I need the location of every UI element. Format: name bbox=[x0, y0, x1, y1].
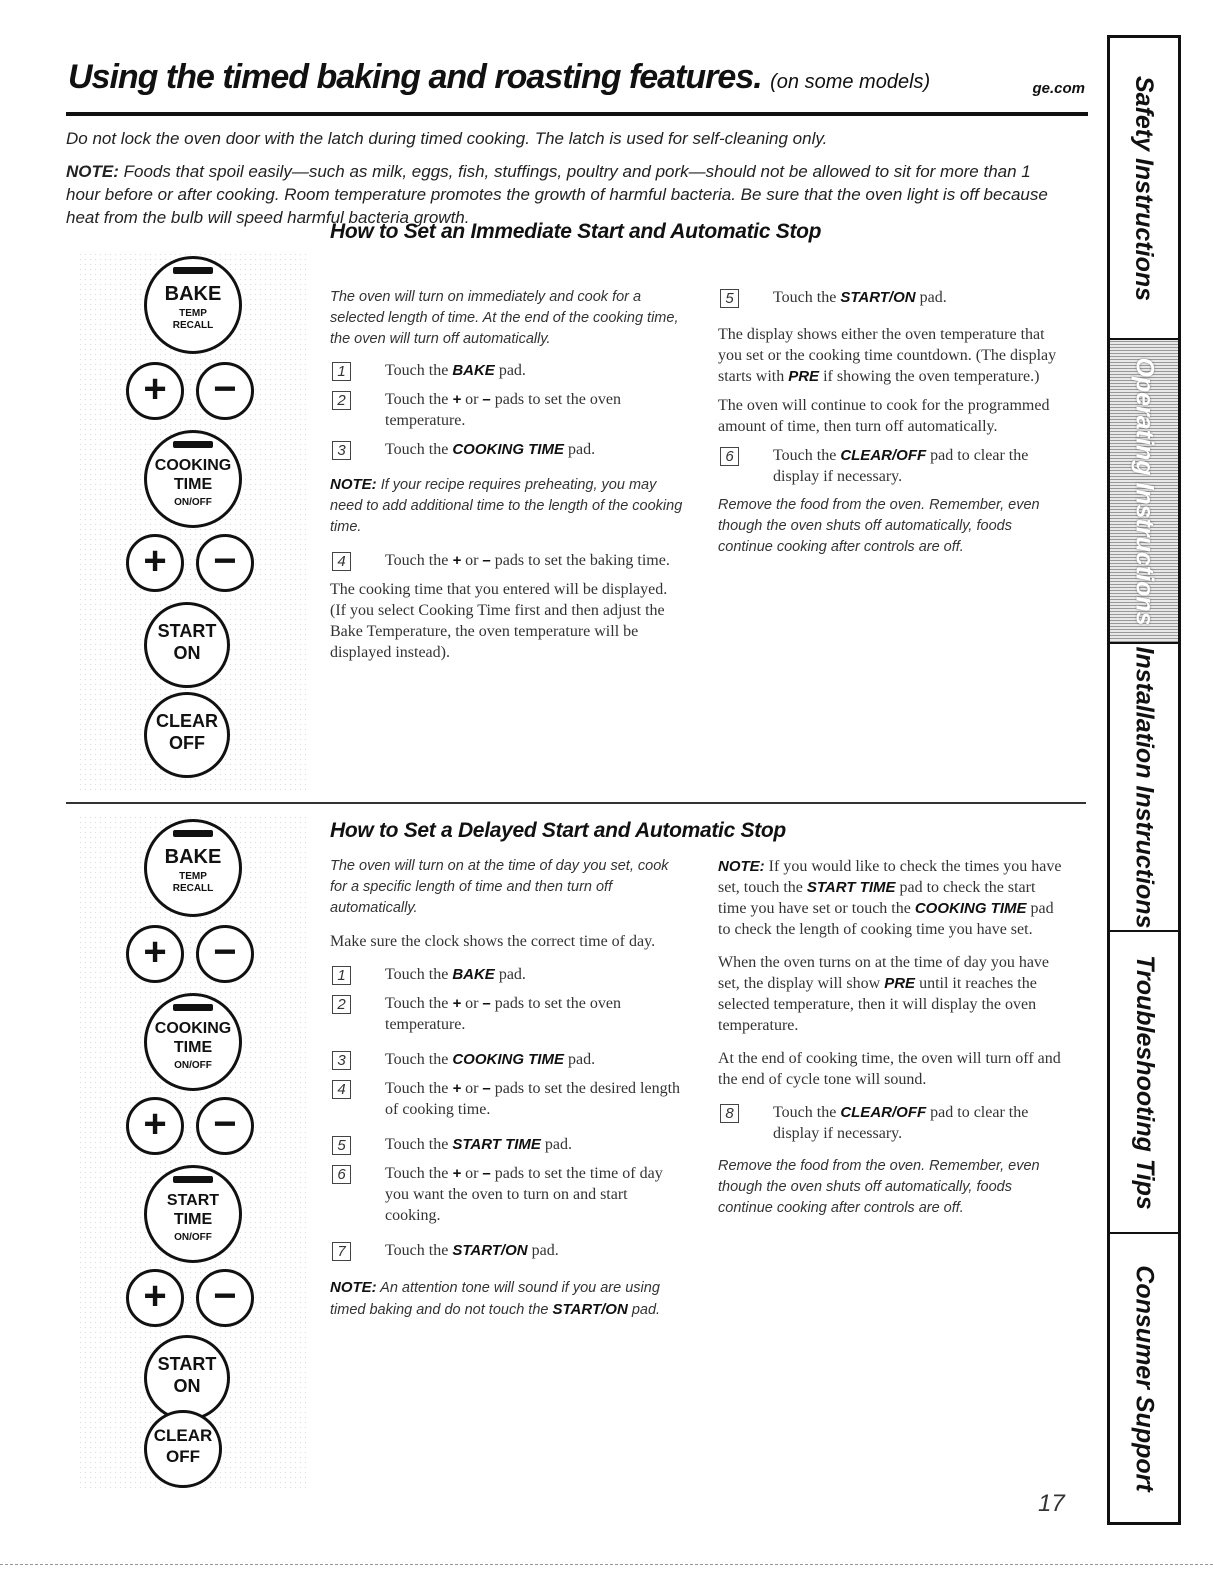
pad-label: TIME bbox=[173, 476, 213, 493]
plus-pad[interactable]: + bbox=[126, 534, 184, 592]
preheat-note bbox=[330, 474, 685, 538]
page-number: 17 bbox=[1038, 1490, 1065, 1517]
note-text: Foods that spoil easily—such as milk, eggs, fish, stuffings, poultry and pork—should not be allowed to sit for more than 1 hour before or after cooking. Room temperature promotes the growth of harmful bacteria. Be sure that the oven light is off because heat from the bulb will speed harmful bacteria growth. bbox=[66, 162, 1048, 227]
tab-label: Installation Instructions bbox=[1130, 646, 1159, 928]
step-text: pads to set the time of day you want the oven to turn on and start cooking. bbox=[385, 1165, 663, 1224]
step-2 bbox=[330, 389, 685, 431]
step-keyword: + bbox=[452, 1080, 462, 1097]
step-text: pad. bbox=[567, 441, 596, 458]
step-keyword: – bbox=[482, 391, 491, 408]
tab-troubleshooting-tips[interactable] bbox=[1110, 932, 1178, 1232]
step-text: Touch the bbox=[773, 447, 837, 464]
pad-indicator bbox=[173, 830, 213, 837]
step-5 bbox=[718, 287, 1063, 308]
pad-sublabel: ON/OFF bbox=[174, 497, 212, 508]
site-link[interactable]: ge.com bbox=[1032, 80, 1085, 97]
tab-operating-instructions[interactable] bbox=[1110, 340, 1178, 642]
step-keyword: – bbox=[482, 1080, 491, 1097]
tab-label: Operating Instructions bbox=[1130, 356, 1159, 626]
step-4 bbox=[330, 550, 685, 571]
control-panel-delayed bbox=[78, 815, 310, 1490]
title-subtitle: (on some models) bbox=[770, 71, 931, 93]
plus-pad[interactable]: + bbox=[126, 1097, 184, 1155]
step-text: pads to set the oven temperature. bbox=[385, 995, 621, 1033]
clear-off-pad[interactable] bbox=[144, 692, 230, 778]
step-1 bbox=[330, 964, 685, 985]
minus-pad[interactable]: − bbox=[196, 925, 254, 983]
note-text: If you would like to check the times you have set, touch the bbox=[718, 858, 1062, 896]
step-keyword: COOKING TIME bbox=[452, 1051, 564, 1068]
step-keyword: + bbox=[452, 391, 462, 408]
pad-label: CLEAR bbox=[153, 1426, 213, 1445]
step-keyword: BAKE bbox=[452, 966, 495, 983]
section-intro: The oven will turn on immediately and cook for a selected length of time. At the end of the cooking time, the oven will turn off automatically. bbox=[330, 289, 679, 347]
step-text: Touch the bbox=[385, 391, 449, 408]
step-keyword: START/ON bbox=[452, 1242, 528, 1259]
display-paragraph: The cooking time that you entered will be displayed. (If you select Cooking Time first and then adjust the Bake Temperature, the oven temperature will be displayed instead). bbox=[330, 581, 668, 661]
section-heading-delayed: How to Set a Delayed Start and Automatic Stop bbox=[330, 819, 786, 842]
step-3 bbox=[330, 439, 685, 460]
tab-label: Consumer Support bbox=[1130, 1264, 1159, 1492]
pad-label: OFF bbox=[166, 1447, 200, 1466]
step-text: pad. bbox=[498, 966, 526, 983]
note-keyword: START TIME bbox=[806, 879, 896, 896]
page-title bbox=[68, 58, 1088, 97]
step-text: Touch the bbox=[385, 441, 449, 458]
step-text: pads to set the baking time. bbox=[494, 552, 670, 569]
start-time-pad[interactable] bbox=[144, 1165, 242, 1263]
step-number: 5 bbox=[332, 1136, 351, 1155]
plus-pad[interactable]: + bbox=[126, 362, 184, 420]
step-text: pad. bbox=[567, 1051, 596, 1068]
step-text: pad to clear the display if necessary. bbox=[773, 447, 1029, 485]
attention-tone-note bbox=[330, 1277, 685, 1321]
note-label: NOTE: bbox=[330, 1279, 377, 1296]
step-text: Touch the bbox=[385, 995, 449, 1012]
step-text: Touch the bbox=[385, 1242, 449, 1259]
section-divider bbox=[66, 802, 1086, 804]
step-number: 6 bbox=[332, 1165, 351, 1184]
step-keyword: CLEAR/OFF bbox=[840, 447, 927, 464]
pad-label: COOKING bbox=[154, 1020, 232, 1037]
minus-pad[interactable]: − bbox=[196, 362, 254, 420]
step-keyword: COOKING TIME bbox=[452, 441, 564, 458]
remove-food-note: Remove the food from the oven. Remember, even though the oven shuts off automatically, foods continue cooking after controls are off. bbox=[718, 497, 1040, 555]
step-text: pad. bbox=[498, 362, 526, 379]
continue-paragraph: The oven will continue to cook for the programmed amount of time, then turn off automatically. bbox=[718, 397, 1050, 435]
note-keyword: START/ON bbox=[552, 1301, 628, 1318]
step-number: 3 bbox=[332, 441, 351, 460]
header-rule bbox=[66, 112, 1088, 116]
pad-label: START bbox=[157, 1354, 217, 1374]
step-text: Touch the bbox=[385, 1165, 449, 1182]
tab-installation-instructions[interactable] bbox=[1110, 644, 1178, 930]
step-number: 6 bbox=[720, 447, 739, 466]
step-keyword: – bbox=[482, 995, 491, 1012]
note-label: NOTE: bbox=[330, 476, 377, 493]
title-text: Using the timed baking and roasting features. bbox=[68, 58, 762, 96]
step-2 bbox=[330, 993, 685, 1035]
step-text: pads to set the desired length of cooking time. bbox=[385, 1080, 681, 1118]
pad-label: CLEAR bbox=[156, 711, 218, 731]
pad-label: ON bbox=[173, 1376, 201, 1396]
pad-label: ON bbox=[173, 643, 201, 663]
step-number: 1 bbox=[332, 362, 351, 381]
step-keyword: START/ON bbox=[840, 289, 916, 306]
check-times-note bbox=[718, 856, 1063, 940]
immediate-left-column bbox=[330, 287, 685, 671]
note-text: pad to check the start time you have set or touch the bbox=[718, 879, 1036, 917]
step-number: 2 bbox=[332, 391, 351, 410]
pad-label: START bbox=[166, 1192, 220, 1209]
step-text: Touch the bbox=[385, 1051, 449, 1068]
display-shows-paragraph bbox=[718, 324, 1063, 387]
pad-sublabel: TEMP bbox=[179, 871, 207, 882]
step-text: pad. bbox=[531, 1242, 559, 1259]
pad-indicator bbox=[173, 1176, 213, 1183]
pad-sublabel: ON/OFF bbox=[174, 1232, 212, 1243]
step-keyword: + bbox=[452, 552, 462, 569]
step-text: Touch the bbox=[773, 1104, 837, 1121]
tab-label: Safety Instructions bbox=[1130, 75, 1159, 301]
tab-label: Troubleshooting Tips bbox=[1130, 954, 1159, 1210]
step-text: pad. bbox=[919, 289, 947, 306]
step-number: 5 bbox=[720, 289, 739, 308]
section-tabs bbox=[1107, 35, 1181, 1525]
step-4 bbox=[330, 1078, 685, 1120]
pad-sublabel: TEMP bbox=[179, 308, 207, 319]
pad-indicator bbox=[173, 267, 213, 274]
end-cooking-paragraph: At the end of cooking time, the oven will turn off and the end of cycle tone will sound. bbox=[718, 1050, 1061, 1088]
step-keyword: + bbox=[452, 995, 462, 1012]
cooking-time-pad[interactable] bbox=[144, 430, 242, 528]
paragraph-text: until it reaches the selected temperature, then it will display the oven temperature. bbox=[718, 975, 1037, 1034]
step-6 bbox=[330, 1163, 685, 1226]
clock-paragraph: Make sure the clock shows the correct time of day. bbox=[330, 933, 656, 950]
step-text: or bbox=[465, 1080, 479, 1097]
step-number: 7 bbox=[332, 1242, 351, 1261]
clear-off-pad[interactable] bbox=[144, 1410, 222, 1488]
pad-sublabel: ON/OFF bbox=[174, 1060, 212, 1071]
note-label: NOTE: bbox=[718, 858, 765, 875]
step-number: 8 bbox=[720, 1104, 739, 1123]
pad-label: BAKE bbox=[164, 283, 222, 305]
when-on-paragraph bbox=[718, 952, 1063, 1036]
note-text: pad. bbox=[631, 1302, 661, 1318]
note-text: pad to check the length of cooking time you have set. bbox=[718, 900, 1054, 938]
step-keyword: BAKE bbox=[452, 362, 495, 379]
step-text: pad to clear the display if necessary. bbox=[773, 1104, 1029, 1142]
plus-pad[interactable]: + bbox=[126, 925, 184, 983]
step-text: Touch the bbox=[385, 552, 449, 569]
pad-label: START bbox=[157, 621, 217, 641]
paragraph-text: The display shows either the oven temperature that you set or the cooking time countdown. (The display starts with bbox=[718, 326, 1057, 385]
step-text: or bbox=[465, 1165, 479, 1182]
step-text: Touch the bbox=[385, 966, 449, 983]
paragraph-text: if showing the oven temperature.) bbox=[823, 368, 1040, 385]
minus-pad[interactable]: − bbox=[196, 1269, 254, 1327]
pad-indicator bbox=[173, 441, 213, 448]
section-heading-immediate: How to Set an Immediate Start and Automatic Stop bbox=[330, 220, 822, 243]
latch-warning: Do not lock the oven door with the latch during timed cooking. The latch is used for self-cleaning only. bbox=[66, 129, 828, 148]
immediate-right-column bbox=[718, 287, 1063, 566]
step-text: pads to set the oven temperature. bbox=[385, 391, 621, 429]
step-keyword: + bbox=[452, 1165, 462, 1182]
step-number: 1 bbox=[332, 966, 351, 985]
step-number: 2 bbox=[332, 995, 351, 1014]
bake-pad[interactable] bbox=[144, 256, 242, 354]
paragraph-keyword: PRE bbox=[884, 975, 916, 992]
control-panel-immediate bbox=[78, 252, 310, 792]
delayed-left-column bbox=[330, 856, 685, 1329]
step-text: or bbox=[465, 391, 479, 408]
step-text: Touch the bbox=[385, 1080, 449, 1097]
note-label: NOTE: bbox=[66, 162, 119, 181]
step-text: Touch the bbox=[385, 362, 449, 379]
note-text: If your recipe requires preheating, you may need to add additional time to the length of the cooking time. bbox=[330, 477, 683, 535]
start-on-pad[interactable] bbox=[144, 602, 230, 688]
tab-safety-instructions[interactable] bbox=[1110, 38, 1178, 338]
note-text: An attention tone will sound if you are using timed baking and do not touch the bbox=[330, 1280, 660, 1318]
step-1 bbox=[330, 360, 685, 381]
step-8 bbox=[718, 1102, 1063, 1144]
step-keyword: CLEAR/OFF bbox=[840, 1104, 927, 1121]
step-text: Touch the bbox=[773, 289, 837, 306]
pad-sublabel: RECALL bbox=[172, 320, 214, 331]
delayed-right-column bbox=[718, 856, 1063, 1227]
bake-pad[interactable] bbox=[144, 819, 242, 917]
minus-pad[interactable]: − bbox=[196, 1097, 254, 1155]
pad-label: OFF bbox=[169, 733, 205, 753]
pad-label: COOKING bbox=[154, 457, 232, 474]
note-keyword: COOKING TIME bbox=[914, 900, 1027, 917]
step-keyword: – bbox=[482, 552, 491, 569]
step-text: pad. bbox=[544, 1136, 573, 1153]
section-intro: The oven will turn on at the time of day you set, cook for a specific length of time and then turn off automatically. bbox=[330, 858, 669, 916]
pad-indicator bbox=[173, 1004, 213, 1011]
step-number: 4 bbox=[332, 552, 351, 571]
paragraph-keyword: PRE bbox=[788, 368, 820, 385]
step-keyword: – bbox=[482, 1165, 491, 1182]
pad-label: TIME bbox=[173, 1211, 213, 1228]
start-on-pad[interactable] bbox=[144, 1335, 230, 1421]
minus-pad[interactable]: − bbox=[196, 534, 254, 592]
step-text: or bbox=[465, 552, 479, 569]
tab-consumer-support[interactable] bbox=[1110, 1234, 1178, 1522]
step-keyword: START TIME bbox=[452, 1136, 541, 1153]
plus-pad[interactable]: + bbox=[126, 1269, 184, 1327]
step-number: 3 bbox=[332, 1051, 351, 1070]
step-text: Touch the bbox=[385, 1136, 449, 1153]
step-number: 4 bbox=[332, 1080, 351, 1099]
pad-label: BAKE bbox=[164, 846, 222, 868]
remove-food-note: Remove the food from the oven. Remember, even though the oven shuts off automatically, foods continue cooking after controls are off. bbox=[718, 1158, 1040, 1216]
step-text: or bbox=[465, 995, 479, 1012]
paragraph-text: When the oven turns on at the time of day you have set, the display will show bbox=[718, 954, 1050, 992]
step-5 bbox=[330, 1134, 685, 1155]
pad-label: TIME bbox=[173, 1039, 213, 1056]
food-safety-note bbox=[66, 160, 1056, 229]
page-bottom-edge bbox=[0, 1564, 1213, 1566]
step-3 bbox=[330, 1049, 685, 1070]
step-6 bbox=[718, 445, 1063, 487]
step-7 bbox=[330, 1240, 685, 1261]
pad-sublabel: RECALL bbox=[172, 883, 214, 894]
cooking-time-pad[interactable] bbox=[144, 993, 242, 1091]
